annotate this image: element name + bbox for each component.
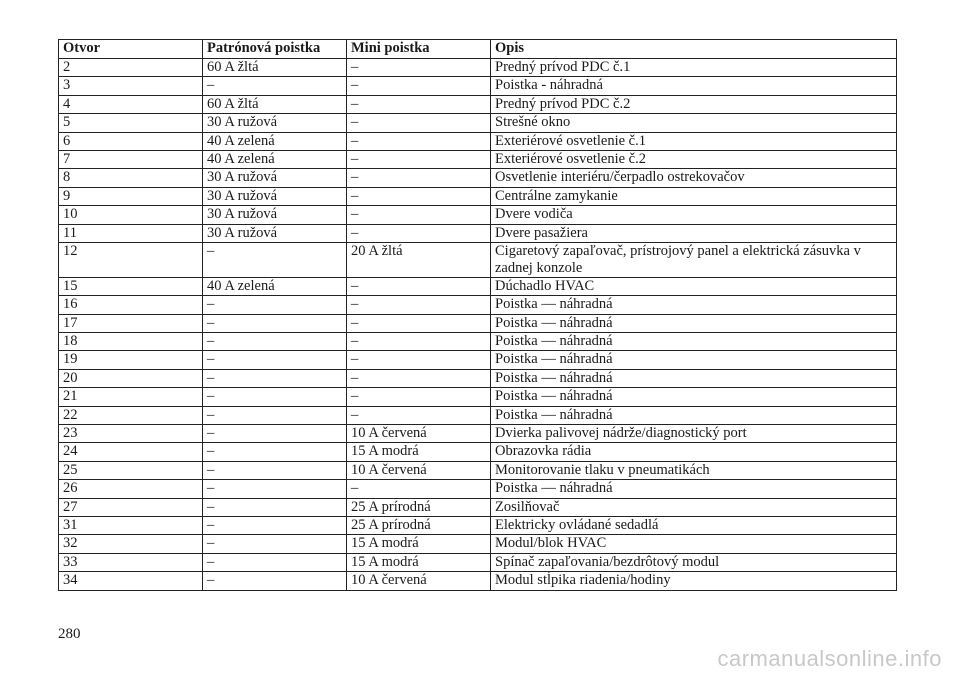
cell-cartridge-fuse: – (203, 242, 347, 277)
cell-description: Modul/blok HVAC (491, 535, 897, 553)
header-cell-cartridge-fuse: Patrónová poistka (203, 40, 347, 59)
cell-cartridge-fuse: – (203, 480, 347, 498)
cell-mini-fuse: – (347, 277, 491, 295)
cell-cartridge-fuse: 30 A ružová (203, 114, 347, 132)
cell-slot: 16 (59, 296, 203, 314)
cell-description: Poistka — náhradná (491, 369, 897, 387)
header-cell-otvor: Otvor (59, 40, 203, 59)
cell-cartridge-fuse: – (203, 406, 347, 424)
table-row (59, 95, 897, 113)
cell-description: Poistka — náhradná (491, 406, 897, 424)
cell-description: Poistka — náhradná (491, 333, 897, 351)
cell-description: Dvere vodiča (491, 206, 897, 224)
cell-slot: 11 (59, 224, 203, 242)
cell-cartridge-fuse: 60 A žltá (203, 95, 347, 113)
table-row (59, 369, 897, 387)
cell-slot: 25 (59, 461, 203, 479)
table-row (59, 425, 897, 443)
cell-mini-fuse: 20 A žltá (347, 242, 491, 277)
cell-mini-fuse: – (347, 333, 491, 351)
cell-mini-fuse: 10 A červená (347, 572, 491, 590)
cell-description: Poistka - náhradná (491, 77, 897, 95)
cell-mini-fuse: – (347, 369, 491, 387)
cell-description: Poistka — náhradná (491, 480, 897, 498)
table-row (59, 572, 897, 590)
header-row (59, 40, 897, 59)
cell-mini-fuse: – (347, 406, 491, 424)
cell-cartridge-fuse: 30 A ružová (203, 224, 347, 242)
cell-slot: 22 (59, 406, 203, 424)
cell-cartridge-fuse: 40 A zelená (203, 277, 347, 295)
cell-mini-fuse: – (347, 150, 491, 168)
cell-cartridge-fuse: – (203, 498, 347, 516)
cell-mini-fuse: – (347, 187, 491, 205)
cell-description: Poistka — náhradná (491, 314, 897, 332)
cell-slot: 3 (59, 77, 203, 95)
table-row (59, 333, 897, 351)
cell-cartridge-fuse: – (203, 314, 347, 332)
cell-mini-fuse: – (347, 224, 491, 242)
table-row (59, 480, 897, 498)
table-row (59, 59, 897, 77)
cell-slot: 20 (59, 369, 203, 387)
cell-description: Zosilňovač (491, 498, 897, 516)
table-row (59, 132, 897, 150)
cell-slot: 26 (59, 480, 203, 498)
watermark: carmanualsonline.info (717, 646, 942, 671)
cell-cartridge-fuse: 60 A žltá (203, 59, 347, 77)
fuse-table (58, 39, 897, 591)
cell-description: Monitorovanie tlaku v pneumatikách (491, 461, 897, 479)
table-row (59, 498, 897, 516)
cell-slot: 9 (59, 187, 203, 205)
cell-slot: 19 (59, 351, 203, 369)
table-row (59, 296, 897, 314)
cell-cartridge-fuse: – (203, 333, 347, 351)
cell-mini-fuse: – (347, 77, 491, 95)
cell-description: Centrálne zamykanie (491, 187, 897, 205)
table-row (59, 406, 897, 424)
cell-slot: 33 (59, 553, 203, 571)
table-row (59, 277, 897, 295)
cell-mini-fuse: – (347, 132, 491, 150)
cell-mini-fuse: 25 A prírodná (347, 498, 491, 516)
cell-slot: 6 (59, 132, 203, 150)
table-row (59, 516, 897, 534)
cell-cartridge-fuse: 30 A ružová (203, 206, 347, 224)
cell-mini-fuse: – (347, 388, 491, 406)
cell-description: Cigaretový zapaľovač, prístrojový panel a elektrická zásuvka v zadnej konzole (491, 242, 897, 277)
cell-mini-fuse: 15 A modrá (347, 553, 491, 571)
cell-description: Predný prívod PDC č.2 (491, 95, 897, 113)
cell-cartridge-fuse: 30 A ružová (203, 187, 347, 205)
cell-cartridge-fuse: – (203, 535, 347, 553)
cell-slot: 4 (59, 95, 203, 113)
cell-slot: 31 (59, 516, 203, 534)
table-row (59, 242, 897, 277)
table-row (59, 553, 897, 571)
cell-cartridge-fuse: – (203, 425, 347, 443)
table-row (59, 461, 897, 479)
cell-description: Poistka — náhradná (491, 351, 897, 369)
table-row (59, 150, 897, 168)
cell-cartridge-fuse: – (203, 443, 347, 461)
cell-cartridge-fuse: 40 A zelená (203, 150, 347, 168)
cell-slot: 5 (59, 114, 203, 132)
cell-description: Osvetlenie interiéru/čerpadlo ostrekovačov (491, 169, 897, 187)
cell-slot: 23 (59, 425, 203, 443)
cell-mini-fuse: – (347, 206, 491, 224)
cell-description: Poistka — náhradná (491, 296, 897, 314)
cell-cartridge-fuse: – (203, 516, 347, 534)
cell-slot: 17 (59, 314, 203, 332)
cell-slot: 2 (59, 59, 203, 77)
table-row (59, 114, 897, 132)
cell-slot: 34 (59, 572, 203, 590)
table-header (59, 40, 897, 59)
cell-description: Predný prívod PDC č.1 (491, 59, 897, 77)
header-cell-description: Opis (491, 40, 897, 59)
cell-description: Elektricky ovládané sedadlá (491, 516, 897, 534)
cell-slot: 15 (59, 277, 203, 295)
cell-description: Obrazovka rádia (491, 443, 897, 461)
cell-slot: 10 (59, 206, 203, 224)
cell-description: Exteriérové osvetlenie č.1 (491, 132, 897, 150)
table-row (59, 169, 897, 187)
cell-description: Dúchadlo HVAC (491, 277, 897, 295)
cell-mini-fuse: – (347, 114, 491, 132)
cell-slot: 8 (59, 169, 203, 187)
cell-cartridge-fuse: 30 A ružová (203, 169, 347, 187)
page-number: 280 (58, 626, 81, 642)
cell-description: Dvierka palivovej nádrže/diagnostický port (491, 425, 897, 443)
cell-mini-fuse: – (347, 296, 491, 314)
table-row (59, 443, 897, 461)
table-row (59, 388, 897, 406)
cell-slot: 18 (59, 333, 203, 351)
cell-description: Poistka — náhradná (491, 388, 897, 406)
table-body (59, 59, 897, 591)
cell-mini-fuse: – (347, 59, 491, 77)
cell-cartridge-fuse: – (203, 553, 347, 571)
table-row (59, 535, 897, 553)
cell-mini-fuse: 15 A modrá (347, 535, 491, 553)
cell-description: Spínač zapaľovania/bezdrôtový modul (491, 553, 897, 571)
cell-cartridge-fuse: – (203, 572, 347, 590)
cell-mini-fuse: – (347, 314, 491, 332)
cell-description: Strešné okno (491, 114, 897, 132)
cell-mini-fuse: – (347, 480, 491, 498)
table-row (59, 314, 897, 332)
header-cell-mini-fuse: Mini poistka (347, 40, 491, 59)
cell-slot: 12 (59, 242, 203, 277)
cell-mini-fuse: 25 A prírodná (347, 516, 491, 534)
cell-mini-fuse: – (347, 351, 491, 369)
table-row (59, 351, 897, 369)
cell-mini-fuse: – (347, 169, 491, 187)
table-row (59, 187, 897, 205)
table-row (59, 77, 897, 95)
cell-slot: 32 (59, 535, 203, 553)
cell-cartridge-fuse: – (203, 296, 347, 314)
cell-cartridge-fuse: – (203, 461, 347, 479)
cell-description: Dvere pasažiera (491, 224, 897, 242)
cell-slot: 24 (59, 443, 203, 461)
cell-mini-fuse: 10 A červená (347, 461, 491, 479)
cell-cartridge-fuse: – (203, 369, 347, 387)
cell-description: Exteriérové osvetlenie č.2 (491, 150, 897, 168)
cell-cartridge-fuse: – (203, 388, 347, 406)
cell-slot: 27 (59, 498, 203, 516)
cell-cartridge-fuse: – (203, 77, 347, 95)
cell-cartridge-fuse: 40 A zelená (203, 132, 347, 150)
table-row (59, 224, 897, 242)
cell-description: Modul stĺpika riadenia/hodiny (491, 572, 897, 590)
cell-cartridge-fuse: – (203, 351, 347, 369)
cell-mini-fuse: – (347, 95, 491, 113)
cell-mini-fuse: 10 A červená (347, 425, 491, 443)
table-row (59, 206, 897, 224)
cell-slot: 21 (59, 388, 203, 406)
cell-mini-fuse: 15 A modrá (347, 443, 491, 461)
cell-slot: 7 (59, 150, 203, 168)
